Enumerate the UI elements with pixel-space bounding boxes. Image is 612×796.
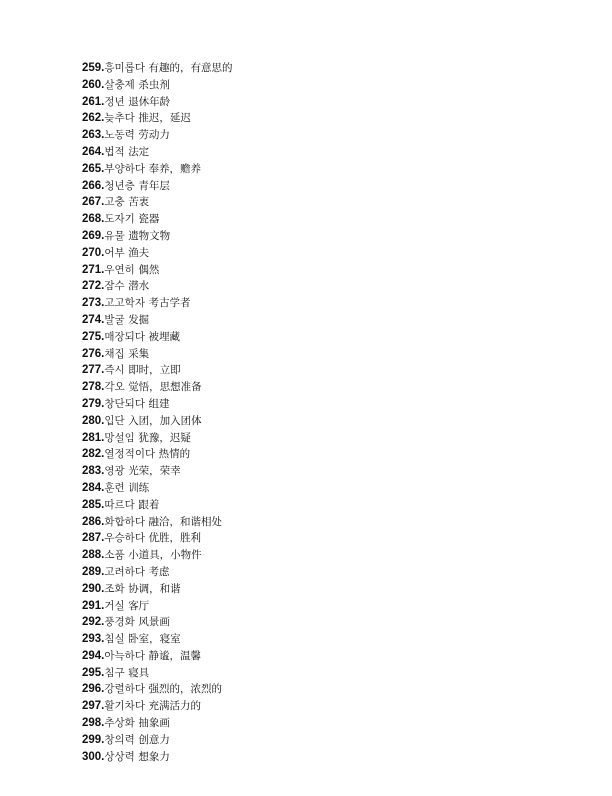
korean-word: 풍경화 (104, 616, 135, 629)
vocab-item (82, 614, 232, 631)
item-number: 299. (82, 733, 105, 746)
chinese-meaning: 有趣的，有意思的 (148, 62, 233, 74)
vocab-item (82, 211, 232, 228)
chinese-meaning: 觉悟，思想准备 (128, 381, 202, 394)
korean-word: 부양하다 (104, 162, 145, 175)
item-number: 281. (82, 431, 105, 444)
korean-word: 흥미롭다 (104, 62, 145, 74)
item-number: 277. (82, 364, 105, 377)
item-number: 270. (82, 246, 105, 259)
item-number: 271. (82, 263, 105, 276)
item-number: 268. (82, 213, 105, 226)
korean-word: 채집 (104, 347, 125, 360)
vocab-item (82, 379, 232, 396)
chinese-meaning: 光荣，荣幸 (128, 465, 181, 478)
korean-word: 거실 (104, 599, 125, 612)
item-number: 284. (82, 481, 105, 494)
item-number: 278. (82, 381, 105, 394)
chinese-meaning: 青年层 (138, 179, 170, 192)
item-number: 286. (82, 515, 105, 528)
korean-word: 강렬하다 (104, 683, 145, 696)
chinese-meaning: 热情的 (158, 448, 191, 461)
item-number: 267. (82, 196, 105, 209)
vocab-item (82, 362, 232, 379)
korean-word: 정년 (104, 95, 125, 108)
item-number: 275. (82, 330, 105, 343)
chinese-meaning: 入团，加入团体 (128, 414, 202, 427)
item-number: 265. (82, 162, 105, 175)
chinese-meaning: 采集 (128, 347, 150, 360)
vocab-item (82, 127, 232, 144)
korean-word: 조화 (104, 582, 125, 595)
korean-word: 매장되다 (104, 330, 145, 343)
vocab-item (82, 77, 232, 94)
vocab-item (82, 732, 232, 749)
chinese-meaning: 遗物文物 (128, 229, 171, 242)
korean-word: 발굴 (104, 313, 125, 326)
item-number: 291. (82, 599, 105, 612)
vocab-item (82, 581, 232, 598)
korean-word: 즉시 (104, 364, 125, 377)
chinese-meaning: 法定 (128, 145, 150, 158)
item-number: 262. (82, 112, 105, 125)
korean-word: 침실 (104, 633, 125, 646)
chinese-meaning: 偶然 (138, 263, 160, 276)
vocab-item (82, 648, 232, 665)
korean-word: 상상력 (104, 750, 135, 763)
korean-word: 노동력 (104, 129, 135, 142)
korean-word: 각오 (104, 381, 125, 394)
item-number: 269. (82, 229, 105, 242)
vocab-item (82, 245, 232, 262)
item-number: 295. (82, 666, 105, 679)
korean-word: 아늑하다 (104, 649, 145, 662)
vocab-item (82, 295, 232, 312)
item-number: 283. (82, 465, 105, 478)
item-number: 297. (82, 700, 105, 713)
item-number: 263. (82, 129, 105, 142)
chinese-meaning: 考古学者 (148, 297, 191, 310)
vocab-item (82, 497, 232, 514)
vocab-item (82, 530, 232, 547)
item-number: 287. (82, 532, 105, 545)
vocab-item (82, 329, 232, 346)
item-number: 285. (82, 498, 105, 511)
item-number: 264. (82, 145, 105, 158)
vocab-item (82, 598, 232, 615)
vocab-item (82, 430, 232, 447)
chinese-meaning: 强烈的，浓烈的 (148, 683, 222, 696)
korean-word: 창단되다 (104, 397, 145, 410)
chinese-meaning: 渔夫 (128, 246, 150, 259)
vocab-item (82, 278, 232, 295)
korean-word: 법적 (104, 145, 125, 158)
chinese-meaning: 组建 (148, 397, 170, 410)
vocab-item (82, 161, 232, 178)
chinese-meaning: 协调，和谐 (128, 582, 181, 595)
korean-word: 열정적이다 (104, 448, 156, 461)
korean-word: 유물 (104, 229, 125, 242)
chinese-meaning: 抽象画 (138, 717, 170, 730)
korean-word: 살충제 (104, 78, 135, 91)
item-number: 259. (82, 62, 105, 74)
item-number: 282. (82, 448, 105, 461)
korean-word: 고고학자 (104, 297, 145, 310)
item-number: 298. (82, 717, 105, 730)
vocab-item (82, 94, 232, 111)
chinese-meaning: 退休年龄 (128, 95, 171, 108)
chinese-meaning: 静谧，温馨 (148, 649, 201, 662)
item-number: 296. (82, 683, 105, 696)
vocab-item (82, 631, 232, 648)
korean-word: 고충 (104, 196, 125, 209)
vocab-item (82, 749, 232, 766)
vocab-item (82, 194, 232, 211)
vocab-item (82, 228, 232, 245)
chinese-meaning: 奉养，赡养 (148, 162, 201, 175)
vocab-item (82, 312, 232, 329)
korean-word: 우승하다 (104, 532, 145, 545)
chinese-meaning: 跟着 (138, 498, 160, 511)
item-number: 260. (82, 78, 105, 91)
chinese-meaning: 优胜，胜利 (148, 532, 201, 545)
korean-word: 늦추다 (104, 112, 135, 125)
chinese-meaning: 风景画 (138, 616, 170, 629)
chinese-meaning: 寝具 (128, 666, 150, 679)
chinese-meaning: 创意力 (138, 733, 170, 746)
chinese-meaning: 卧室，寝室 (128, 633, 181, 646)
korean-word: 망설임 (104, 431, 135, 444)
vocab-item (82, 564, 232, 581)
chinese-meaning: 被埋藏 (148, 330, 180, 343)
chinese-meaning: 训练 (128, 481, 150, 494)
korean-word: 소품 (104, 549, 125, 562)
chinese-meaning: 客厅 (128, 599, 150, 612)
korean-word: 창의력 (104, 733, 135, 746)
chinese-meaning: 融洽，和谐相处 (148, 515, 222, 528)
korean-word: 영광 (104, 465, 125, 478)
korean-word: 우연히 (104, 263, 135, 276)
item-number: 290. (82, 582, 105, 595)
item-number: 274. (82, 313, 105, 326)
vocab-item (82, 480, 232, 497)
vocab-item (82, 514, 232, 531)
vocab-item (82, 698, 232, 715)
item-number: 276. (82, 347, 105, 360)
vocab-item (82, 413, 232, 430)
vocab-item (82, 463, 232, 480)
korean-word: 훈련 (104, 481, 125, 494)
vocab-item (82, 110, 232, 127)
chinese-meaning: 犹豫，迟疑 (138, 431, 191, 444)
chinese-meaning: 杀虫剂 (138, 78, 170, 91)
chinese-meaning: 充满活力的 (148, 700, 201, 713)
item-number: 266. (82, 179, 105, 192)
item-number: 288. (82, 549, 105, 562)
chinese-meaning: 劳动力 (138, 129, 170, 142)
vocab-item (82, 665, 232, 682)
korean-word: 화합하다 (104, 515, 145, 528)
korean-word: 입단 (104, 414, 125, 427)
chinese-meaning: 潜水 (128, 280, 150, 293)
korean-word: 추상화 (104, 717, 135, 730)
korean-word: 잠수 (104, 280, 125, 293)
item-number: 294. (82, 649, 105, 662)
item-number: 300. (82, 750, 105, 763)
chinese-meaning: 推迟，延迟 (138, 112, 191, 125)
korean-word: 어부 (104, 246, 125, 259)
item-number: 272. (82, 280, 105, 293)
item-number: 279. (82, 397, 105, 410)
vocab-item (82, 396, 232, 413)
vocab-item (82, 178, 232, 195)
vocab-item (82, 715, 232, 732)
chinese-meaning: 想象力 (138, 750, 170, 763)
item-number: 273. (82, 297, 105, 310)
vocab-item (82, 60, 232, 77)
chinese-meaning: 瓷器 (138, 213, 160, 226)
chinese-meaning: 苦衷 (128, 196, 150, 209)
chinese-meaning: 小道具，小物件 (128, 549, 202, 562)
item-number: 261. (82, 95, 105, 108)
item-number: 293. (82, 633, 105, 646)
chinese-meaning: 发掘 (128, 313, 150, 326)
korean-word: 따르다 (104, 498, 135, 511)
korean-word: 도자기 (104, 213, 135, 226)
chinese-meaning: 即时，立即 (128, 364, 181, 377)
vocab-item (82, 144, 232, 161)
vocab-item (82, 547, 232, 564)
vocab-item (82, 262, 232, 279)
korean-word: 고려하다 (104, 565, 145, 578)
vocab-list (82, 60, 232, 765)
item-number: 289. (82, 565, 105, 578)
vocab-item (82, 346, 232, 363)
vocab-item (82, 681, 232, 698)
item-number: 292. (82, 616, 105, 629)
korean-word: 활기차다 (104, 700, 145, 713)
korean-word: 청년층 (104, 179, 135, 192)
item-number: 280. (82, 414, 105, 427)
chinese-meaning: 考虑 (148, 565, 170, 578)
korean-word: 침구 (104, 666, 125, 679)
vocab-item (82, 446, 232, 463)
